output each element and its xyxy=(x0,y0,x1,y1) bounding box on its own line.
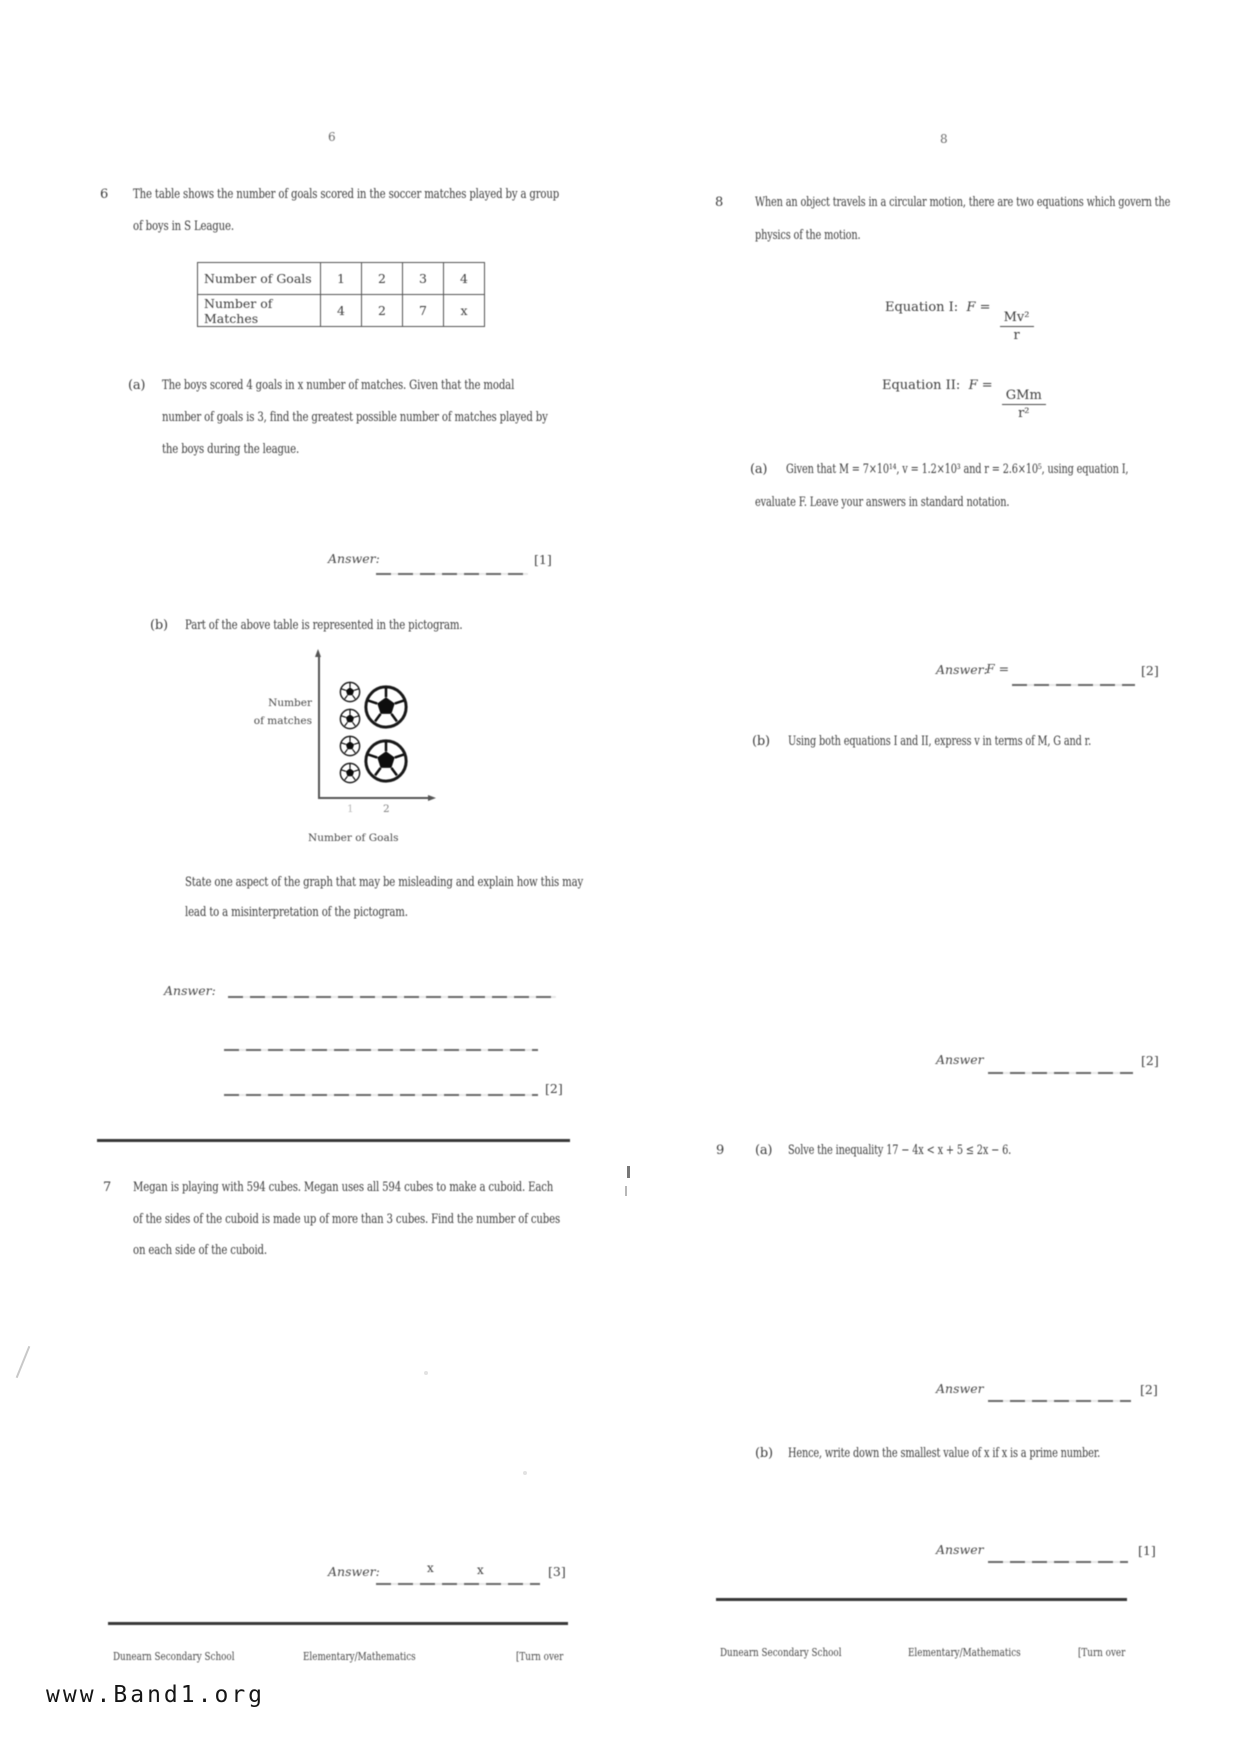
q9a-marks-badge: [2] xyxy=(1140,1382,1158,1397)
q8-intro-line: When an object travels in a circular motion, there are two equations which govern the xyxy=(755,195,1171,210)
page-number-left: 6 xyxy=(328,130,336,144)
q8a-answer-line xyxy=(1012,684,1135,686)
pictogram-x-axis-label: Number of Goals xyxy=(308,832,399,844)
q6a-marks-badge: [1] xyxy=(534,552,552,567)
q9b-answer-line xyxy=(988,1561,1128,1563)
footer-subject: Elementary/Mathematics xyxy=(303,1650,416,1663)
q8-number: 8 xyxy=(715,195,724,210)
fraction-denominator: r xyxy=(1013,328,1020,343)
q8a-line: Given that M = 7×10¹⁴, v = 1.2×10³ and r = 2.6×10⁵, using equation I, xyxy=(786,462,1129,477)
fraction-denominator: r² xyxy=(1018,406,1030,421)
q8a-answer-prefix: F = xyxy=(986,661,1010,676)
footer-turn-over: [Turn over xyxy=(516,1650,564,1663)
q8b-marks-badge: [2] xyxy=(1141,1053,1159,1068)
q6b-marks-badge: [2] xyxy=(545,1081,563,1096)
table-cell: 7 xyxy=(403,295,444,327)
table-cell: 1 xyxy=(321,263,362,295)
q7-dimension-separator: x xyxy=(427,1561,434,1575)
equation-1-label: Equation I: xyxy=(885,300,959,315)
q6a-line: The boys scored 4 goals in x number of matches. Given that the modal xyxy=(162,378,515,393)
fraction-numerator: GMm xyxy=(1002,388,1046,405)
q8a-marks-badge: [2] xyxy=(1141,663,1159,678)
q8a-line: evaluate F. Leave your answers in standard notation. xyxy=(755,495,1010,510)
table-cell: 2 xyxy=(362,295,403,327)
equation-1 xyxy=(885,300,1034,343)
table-cell: 2 xyxy=(362,263,403,295)
q7-line: Megan is playing with 594 cubes. Megan uses all 594 cubes to make a cuboid. Each xyxy=(133,1180,554,1195)
q7-line: on each side of the cuboid. xyxy=(133,1243,267,1258)
footer-school: Dunearn Secondary School xyxy=(720,1646,842,1659)
equation-2-fraction xyxy=(1002,388,1046,421)
q9-number: 9 xyxy=(716,1143,725,1158)
q8a-answer-label: Answer: xyxy=(936,662,988,677)
q9a-answer-line xyxy=(988,1400,1131,1402)
scan-speck-artifact xyxy=(523,1471,527,1475)
equation-1-fraction xyxy=(1000,310,1034,343)
q9b-label: (b) xyxy=(755,1446,773,1461)
equation-2-lhs: F = xyxy=(968,378,993,393)
q8b-answer-label: Answer xyxy=(936,1052,984,1067)
q6-intro-line: of boys in S League. xyxy=(133,219,234,234)
q8b-answer-line xyxy=(988,1072,1133,1074)
equation-1-lhs: F = xyxy=(966,300,991,315)
q9a-answer-label: Answer xyxy=(936,1381,984,1396)
q6a-line: the boys during the league. xyxy=(162,442,300,457)
footer-school: Dunearn Secondary School xyxy=(113,1650,235,1663)
q9b-text: Hence, write down the smallest value of x if x is a prime number. xyxy=(788,1446,1101,1461)
table-cell: 4 xyxy=(444,263,485,295)
q7-marks-badge: [3] xyxy=(548,1564,566,1579)
footer-subject: Elementary/Mathematics xyxy=(908,1646,1021,1659)
q9a-label: (a) xyxy=(755,1143,773,1158)
q7-line: of the sides of the cuboid is made up of more than 3 cubes. Find the number of cubes xyxy=(133,1212,561,1227)
q6b-question-line: lead to a misinterpretation of the pictogram. xyxy=(185,905,408,920)
footer-divider xyxy=(716,1598,1127,1601)
pictogram-y-axis-label: of matches xyxy=(253,715,312,727)
pictogram-y-axis-label: Number xyxy=(268,697,312,709)
x-tick-label: 2 xyxy=(383,803,390,815)
q6b-intro: Part of the above table is represented in the pictogram. xyxy=(185,618,463,633)
x-tick-label: 1 xyxy=(347,803,354,815)
page-number-right: 8 xyxy=(940,132,948,146)
q6b-question-line: State one aspect of the graph that may be misleading and explain how this may xyxy=(185,875,584,890)
q8b-text: Using both equations I and II, express v in terms of M, G and r. xyxy=(788,734,1092,749)
q7-dimension-separator: x xyxy=(477,1563,484,1577)
q6-intro-line: The table shows the number of goals scored in the soccer matches played by a group xyxy=(133,187,560,202)
q7-answer-label: Answer: xyxy=(328,1564,380,1579)
table-cell-goals-label: Number of Goals xyxy=(198,263,321,295)
q9b-marks-badge: [1] xyxy=(1138,1543,1156,1558)
q6a-answer-label: Answer: xyxy=(328,551,380,566)
scan-gutter-artifact xyxy=(625,1186,627,1196)
q7-number: 7 xyxy=(103,1180,112,1195)
scan-gutter-artifact xyxy=(627,1166,630,1178)
footer-turn-over: [Turn over xyxy=(1078,1646,1126,1659)
q6a-label: (a) xyxy=(128,378,146,393)
table-cell-matches-label: Number of Matches xyxy=(198,295,321,327)
q8-intro-line: physics of the motion. xyxy=(755,228,861,243)
table-cell: 4 xyxy=(321,295,362,327)
q6a-line: number of goals is 3, find the greatest possible number of matches played by xyxy=(162,410,548,425)
q8a-label: (a) xyxy=(750,462,768,477)
q9b-answer-label: Answer xyxy=(936,1542,984,1557)
fraction-numerator: Mv² xyxy=(1000,310,1034,327)
q8b-label: (b) xyxy=(752,734,770,749)
q6b-answer-label: Answer: xyxy=(164,983,216,998)
table-cell: x xyxy=(444,295,485,327)
q6-number: 6 xyxy=(100,187,109,202)
scan-speck-artifact xyxy=(424,1371,428,1375)
q6b-label: (b) xyxy=(150,618,168,633)
watermark: www.Band1.org xyxy=(46,1682,266,1708)
equation-2-label: Equation II: xyxy=(882,378,961,393)
q9a-text: Solve the inequality 17 − 4x < x + 5 ≤ 2x − 6. xyxy=(788,1143,1012,1158)
table-cell: 3 xyxy=(403,263,444,295)
equation-2 xyxy=(882,378,1046,421)
